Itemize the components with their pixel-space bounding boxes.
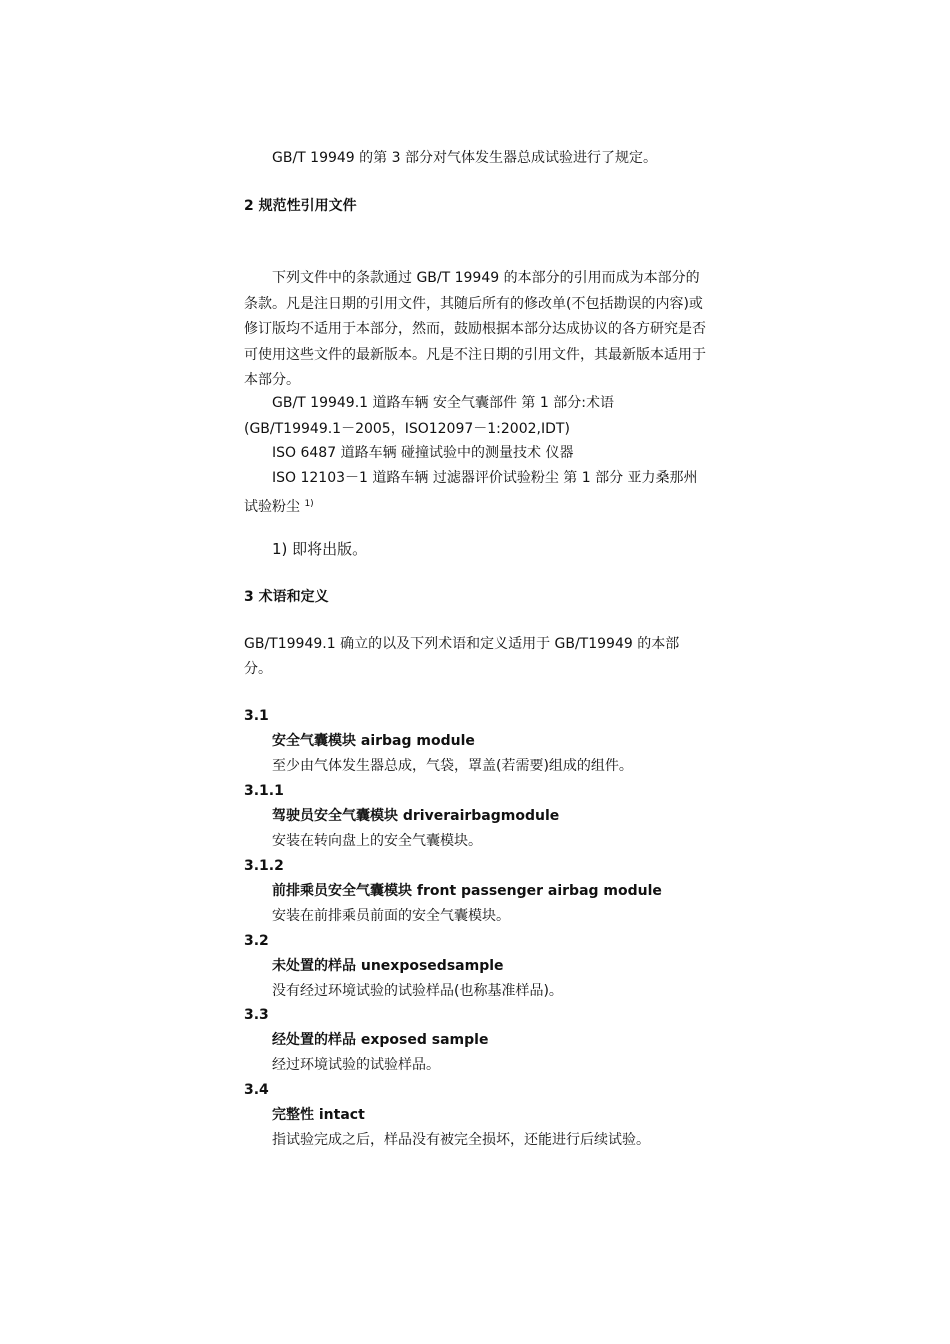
term-definition: 没有经过环境试验的试验样品(也称基准样品)。 xyxy=(272,983,563,999)
footnote-mark: 1) xyxy=(304,498,314,509)
intro-line: GB/T 19949 的第 3 部分对气体发生器总成试验进行了规定。 xyxy=(272,150,657,166)
term-definition: 至少由气体发生器总成，气袋，罩盖(若需要)组成的组件。 xyxy=(272,758,633,774)
section-2-paragraph: 下列文件中的条款通过 GB/T 19949 的本部分的引用而成为本部分的条款。凡是注日期的引用文件，其随后所有的修改单(不包括勘误的内容)或修订版均不适用于本部分，然而，鼓励根据本部分达成协议的各方研究是否可使用这些文件的最新版本。凡是不注日期的引用文件，其最新版本适用于本部分。 xyxy=(244,270,706,388)
term-title: 经处置的样品 exposed sample xyxy=(272,1032,489,1048)
term-title: 未处置的样品 unexposedsample xyxy=(272,958,504,974)
term-title: 前排乘员安全气囊模块 front passenger airbag module xyxy=(272,883,662,899)
term-number: 3.1.1 xyxy=(244,783,284,799)
reference-gbt-19949-1: GB/T 19949.1 道路车辆 安全气囊部件 第 1 部分:术语(GB/T19949.1－2005，ISO12097－1:2002,IDT) xyxy=(244,395,614,437)
term-definition: 安装在转向盘上的安全气囊模块。 xyxy=(272,833,482,849)
term-definition: 指试验完成之后，样品没有被完全损坏，还能进行后续试验。 xyxy=(272,1132,650,1148)
footnote: 1) 即将出版。 xyxy=(272,540,368,558)
term-number: 3.3 xyxy=(244,1007,269,1023)
term-title: 完整性 intact xyxy=(272,1107,365,1123)
term-definition: 经过环境试验的试验样品。 xyxy=(272,1057,440,1073)
section-3-heading: 3 术语和定义 xyxy=(244,589,329,605)
section-2-heading: 2 规范性引用文件 xyxy=(244,198,357,214)
term-number: 3.2 xyxy=(244,933,269,949)
term-definition: 安装在前排乘员前面的安全气囊模块。 xyxy=(272,908,510,924)
term-number: 3.4 xyxy=(244,1082,269,1098)
term-number: 3.1.2 xyxy=(244,858,284,874)
reference-iso-12103-1 xyxy=(244,466,706,520)
term-title: 安全气囊模块 airbag module xyxy=(272,733,475,749)
term-title: 驾驶员安全气囊模块 driverairbagmodule xyxy=(272,808,560,824)
reference-iso-6487: ISO 6487 道路车辆 碰撞试验中的测量技术 仪器 xyxy=(272,445,574,461)
section-3-intro: GB/T19949.1 确立的以及下列术语和定义适用于 GB/T19949 的本部分。 xyxy=(244,636,680,677)
term-number: 3.1 xyxy=(244,708,269,724)
reference-iso-12103-1-text: ISO 12103－1 道路车辆 过滤器评价试验粉尘 第 1 部分 亚力桑那州试验粉尘 xyxy=(244,470,698,515)
